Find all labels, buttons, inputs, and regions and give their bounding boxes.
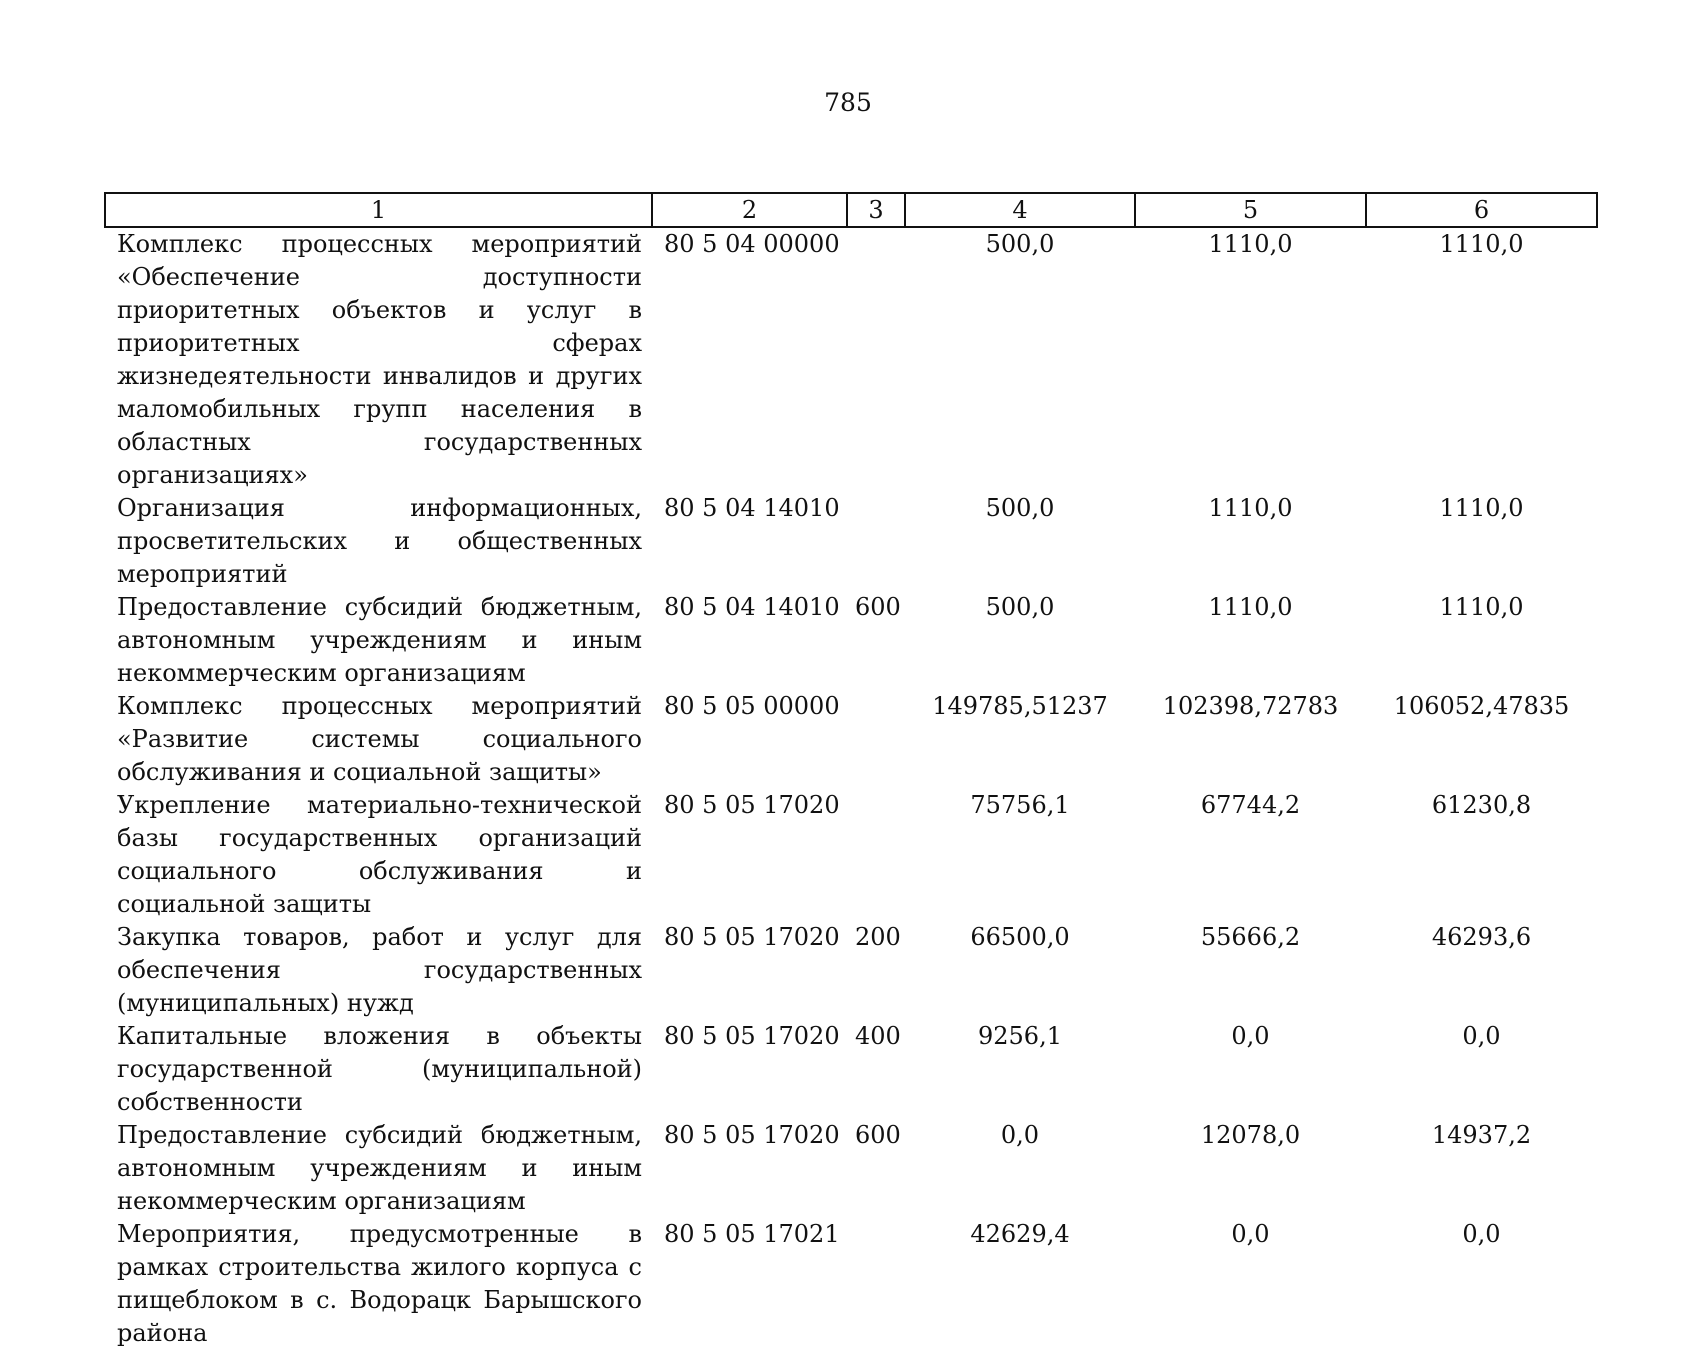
row-value-col5: 102398,72783 [1162,692,1339,720]
row-value-col6: 0,0 [1462,1022,1501,1050]
row-target-code: 80 5 05 17020 [664,1022,840,1050]
table-row [105,1119,1597,1218]
table-row [105,690,1597,789]
table-row [105,1218,1597,1350]
row-value-col6: 1110,0 [1439,494,1524,522]
row-value-col5: 67744,2 [1200,791,1301,819]
table-row [105,789,1597,921]
row-value-col4: 42629,4 [970,1220,1070,1248]
row-value-col4: 75756,1 [970,791,1070,819]
row-name: Укрепление материально-технической базы государственных организаций социального обслуживания и социальной защиты [117,791,642,918]
budget-table [104,192,1598,1350]
row-value-col6: 1110,0 [1439,593,1524,621]
row-value-col5: 1110,0 [1208,230,1293,258]
row-expense-type [847,690,905,789]
row-name: Закупка товаров, работ и услуг для обеспечения государственных (муниципальных) нужд [117,923,642,1017]
row-target-code: 80 5 04 00000 [664,230,840,258]
row-name: Организация информационных, просветительских и общественных мероприятий [117,494,642,588]
row-expense-type: 600 [855,593,901,621]
row-value-col5: 1110,0 [1208,593,1293,621]
row-expense-type [847,1218,905,1350]
row-expense-type [847,789,905,921]
row-name: Комплекс процессных мероприятий «Развитие системы социального обслуживания и социальной защиты» [117,692,642,786]
row-name: Комплекс процессных мероприятий «Обеспечение доступности приоритетных объектов и услуг в приоритетных сферах жизнедеятельности инвалидов и других маломобильных групп населения в областных государственных организациях» [117,230,642,489]
row-target-code: 80 5 05 17020 [664,923,840,951]
row-name: Предоставление субсидий бюджетным, автономным учреждениям и иным некоммерческим организациям [117,1121,642,1215]
row-value-col6: 106052,47835 [1393,692,1570,720]
column-header-4: 4 [905,193,1135,227]
row-expense-type: 400 [855,1022,901,1050]
table-row [105,1020,1597,1119]
row-expense-type [847,227,905,492]
table-header-row [105,193,1597,227]
table-row [105,921,1597,1020]
row-value-col5: 12078,0 [1200,1121,1301,1149]
row-value-col4: 149785,51237 [932,692,1108,720]
row-value-col4: 66500,0 [970,923,1070,951]
row-value-col5: 1110,0 [1208,494,1293,522]
row-value-col5: 0,0 [1231,1220,1270,1248]
row-name: Предоставление субсидий бюджетным, автономным учреждениям и иным некоммерческим организациям [117,593,642,687]
row-value-col5: 0,0 [1231,1022,1270,1050]
column-header-1: 1 [105,193,652,227]
row-target-code: 80 5 05 00000 [664,692,840,720]
row-target-code: 80 5 05 17020 [664,1121,840,1149]
table-row [105,591,1597,690]
row-expense-type: 600 [855,1121,901,1149]
column-header-6: 6 [1366,193,1597,227]
row-name: Капитальные вложения в объекты государственной (муниципальной) собственности [117,1022,642,1116]
row-name: Мероприятия, предусмотренные в рамках строительства жилого корпуса с пищеблоком в с. Водорацк Барышского района [117,1220,642,1347]
row-expense-type: 200 [855,923,901,951]
row-value-col6: 61230,8 [1431,791,1532,819]
row-value-col5: 55666,2 [1200,923,1301,951]
column-header-5: 5 [1135,193,1366,227]
row-value-col4: 500,0 [985,230,1055,258]
row-value-col4: 0,0 [1000,1121,1040,1149]
row-expense-type [847,492,905,591]
row-target-code: 80 5 05 17020 [664,791,840,819]
row-value-col4: 9256,1 [978,1022,1062,1050]
row-target-code: 80 5 04 14010 [664,494,840,522]
column-header-3: 3 [847,193,905,227]
table-row [105,492,1597,591]
row-value-col4: 500,0 [985,494,1055,522]
row-target-code: 80 5 05 17021 [664,1220,840,1248]
column-header-2: 2 [652,193,847,227]
table-row [105,227,1597,492]
row-value-col6: 0,0 [1462,1220,1501,1248]
row-value-col6: 14937,2 [1431,1121,1532,1149]
row-target-code: 80 5 04 14010 [664,593,840,621]
row-value-col6: 46293,6 [1431,923,1532,951]
row-value-col6: 1110,0 [1439,230,1524,258]
row-value-col4: 500,0 [985,593,1055,621]
page-number: 785 [824,88,872,117]
